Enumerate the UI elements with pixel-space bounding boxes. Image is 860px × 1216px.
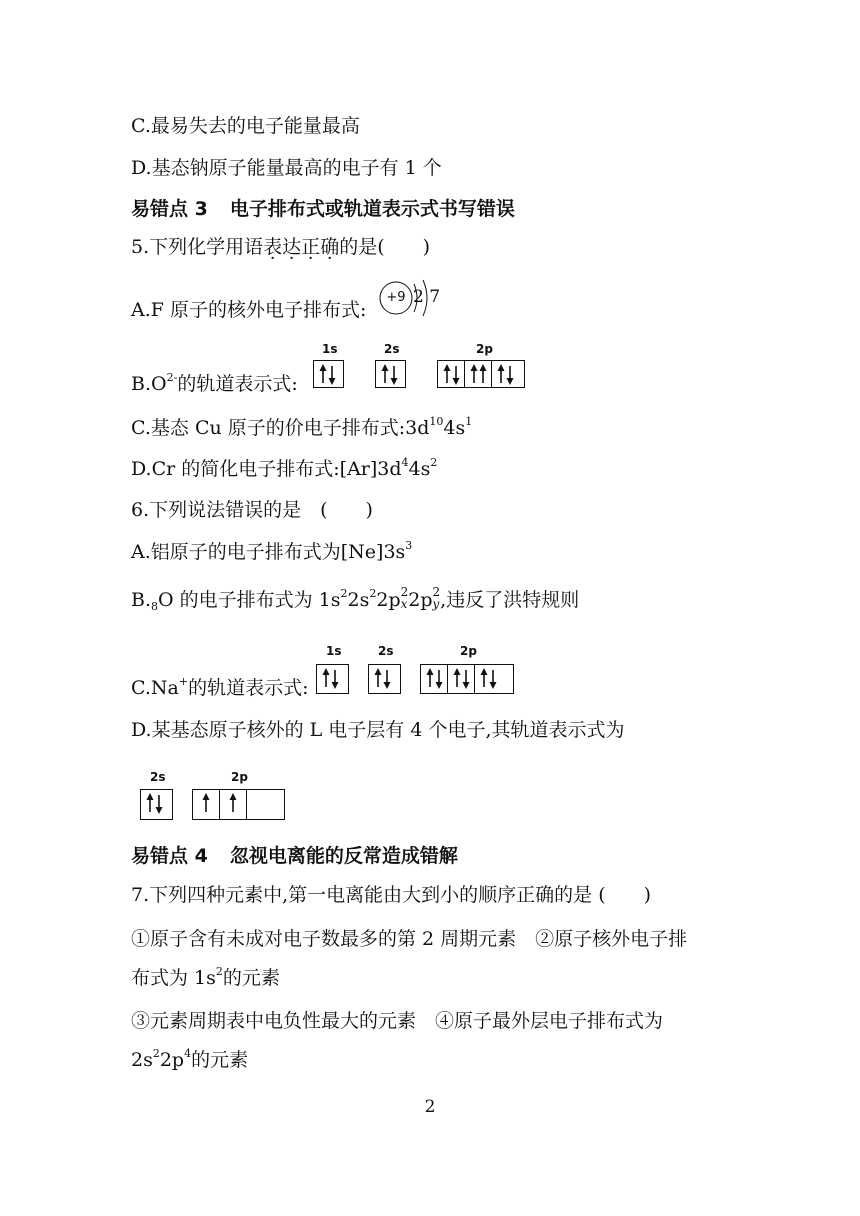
text: 2p — [408, 589, 433, 611]
superscript: 2 — [430, 456, 438, 469]
superscript: + — [178, 675, 189, 688]
q7-statement-2 — [131, 965, 280, 989]
text: D.Cr 的简化电子排布式:[Ar]3d — [131, 458, 402, 480]
orbital-cell-paired — [492, 361, 519, 387]
orbital-label-2s: 2s — [150, 770, 166, 784]
question-5 — [131, 238, 430, 257]
orbital-cell-empty — [247, 790, 274, 819]
text: 的元素 — [191, 1049, 249, 1071]
orbital-label-1s: 1s — [326, 644, 342, 658]
text: 的元素 — [222, 967, 280, 989]
text: B. — [131, 589, 152, 611]
superscript: 2 — [340, 587, 348, 600]
superscript: 10 — [429, 415, 444, 428]
text: C.基态 Cu 原子的价电子排布式:3d — [131, 417, 430, 439]
subscript: 8 — [151, 600, 159, 613]
superscript: 4 — [401, 456, 409, 469]
question-text: 的是( ) — [339, 236, 431, 258]
text: 4s — [408, 458, 431, 480]
q7-statement-4 — [131, 1047, 249, 1071]
text: 2p — [159, 1049, 185, 1071]
page-number: 2 — [424, 1097, 436, 1117]
option-c-q4: C.最易失去的电子能量最高 — [131, 115, 360, 137]
text: C.Na — [131, 677, 179, 699]
text: 的轨道表示式: — [188, 677, 309, 699]
text: B.O — [131, 373, 167, 395]
text: O 的电子排布式为 1s — [158, 589, 341, 611]
superscript: 2 — [152, 1047, 160, 1060]
option-a-q6 — [131, 539, 413, 563]
text: 4s — [443, 417, 466, 439]
section-title: 忽视电离能的反常造成错解 — [229, 845, 458, 867]
orbital-label-2s: 2s — [378, 644, 394, 658]
orbital-cell-paired — [475, 665, 502, 693]
orbital-box-2p — [437, 360, 525, 388]
orbital-label-1s: 1s — [322, 342, 338, 356]
section-title: 电子排布式或轨道表示式书写错误 — [229, 198, 515, 220]
text: 2s — [347, 589, 370, 611]
option-d-q5 — [131, 456, 438, 480]
emphasis-char: 确 — [320, 236, 340, 258]
emphasis-char: 正 — [301, 236, 321, 258]
orbital-label-2p: 2p — [460, 644, 477, 658]
superscript: 4 — [184, 1047, 192, 1060]
section-label: 易错点 4 — [131, 845, 208, 867]
superscript: 2 — [215, 965, 223, 978]
orbital-box-2p — [192, 789, 285, 820]
q7-statement-3: ③元素周期表中电负性最大的元素 ④原子最外层电子排布式为 — [131, 1010, 664, 1032]
orbital-box-1s — [316, 664, 349, 694]
text: 布式为 1s — [131, 967, 216, 989]
orbital-cell-paired — [317, 665, 344, 693]
orbital-cell-paired — [314, 361, 341, 387]
orbital-box-2s — [140, 789, 173, 820]
superscript: 1 — [465, 415, 473, 428]
option-d-q4: D.基态钠原子能量最高的电子有 1 个 — [131, 157, 442, 179]
orbital-box-2p — [420, 664, 514, 694]
subscript: y — [432, 597, 440, 611]
text: 2p — [376, 589, 401, 611]
text: ,违反了洪特规则 — [440, 589, 580, 611]
emphasis-char: 达 — [282, 236, 302, 258]
option-c-q6 — [131, 675, 309, 699]
orbital-label-2p: 2p — [476, 342, 493, 356]
section-heading-4 — [131, 847, 458, 866]
question-text: 5.下列化学用语 — [131, 236, 264, 258]
orbital-box-2s — [375, 360, 406, 388]
superscript: 2 — [400, 585, 409, 599]
text: A.铝原子的电子排布式为[Ne]3s — [131, 541, 406, 563]
orbital-box-2s — [368, 664, 401, 694]
text: 的轨道表示式: — [177, 373, 298, 395]
nucleus-label: +9 — [386, 290, 406, 305]
orbital-cell-paired — [376, 361, 403, 387]
orbital-cell-up — [193, 790, 220, 819]
orbital-cell-paired — [438, 361, 465, 387]
question-7: 7.下列四种元素中,第一电离能由大到小的顺序正确的是 ( ) — [131, 884, 652, 906]
section-label: 易错点 3 — [131, 198, 208, 220]
option-d-q6: D.某基态原子核外的 L 电子层有 4 个电子,其轨道表示式为 — [131, 719, 625, 741]
emphasis-char: 表 — [263, 236, 283, 258]
orbital-cell-paired — [421, 665, 448, 693]
text: 2s — [131, 1049, 153, 1071]
superscript: 2- — [166, 371, 178, 384]
section-heading-3 — [131, 200, 515, 219]
option-b-q6 — [131, 585, 580, 613]
option-c-q5 — [131, 415, 473, 439]
option-b-q5 — [131, 371, 298, 395]
orbital-box-1s — [313, 360, 344, 388]
orbital-cell-paired — [369, 665, 396, 693]
atomic-structure-diagram — [378, 276, 442, 320]
question-6: 6.下列说法错误的是 ( ) — [131, 499, 373, 521]
orbital-cell-up — [220, 790, 247, 819]
superscript: 3 — [405, 539, 413, 552]
orbital-label-2s: 2s — [384, 342, 400, 356]
orbital-label-2p: 2p — [231, 770, 248, 784]
subscript: x — [400, 597, 408, 611]
superscript: 2 — [369, 587, 377, 600]
option-a-q5: A.F 原子的核外电子排布式: — [131, 299, 367, 321]
q7-statement-1: ①原子含有未成对电子数最多的第 2 周期元素 ②原子核外电子排 — [131, 928, 688, 950]
orbital-cell-paired — [448, 665, 475, 693]
orbital-cell-up-up — [465, 361, 492, 387]
electron-shell-counts: 2 7 — [413, 287, 441, 307]
superscript: 2 — [432, 585, 441, 599]
orbital-cell-paired — [141, 790, 168, 819]
